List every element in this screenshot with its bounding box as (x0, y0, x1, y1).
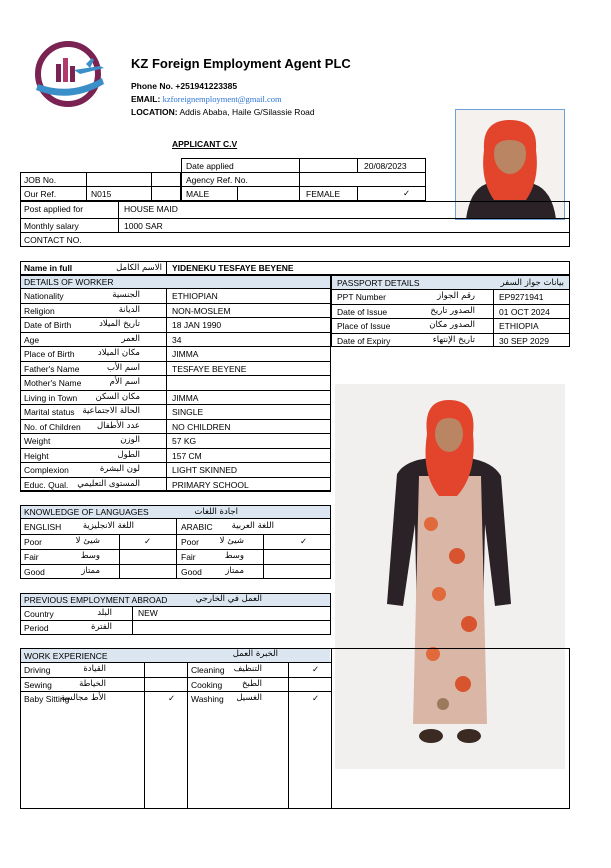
worker-value: NO CHILDREN (172, 421, 231, 432)
email-line (131, 95, 282, 104)
row-divider (20, 462, 331, 463)
worker-label-ar: الجنسية (112, 290, 140, 300)
contact-label: CONTACT NO. (24, 235, 82, 245)
worker-label: Nationality (24, 291, 64, 301)
row-divider (331, 304, 570, 305)
arabic-level-label: Poor (181, 537, 199, 547)
passport-section-title: PASSPORT DETAILS (337, 278, 420, 288)
worker-value: 157 CM (172, 450, 202, 461)
row-divider (20, 477, 331, 478)
worker-value: 18 JAN 1990 (172, 320, 222, 330)
passport-label-ar: تاريخ الإنتهاء (432, 334, 475, 345)
email-label: EMAIL: (131, 94, 161, 104)
period-label: Period (24, 623, 49, 633)
arabic-level-label: Good (181, 567, 202, 577)
worker-label-ar: مكان الميلاد (97, 348, 140, 358)
worker-label: Date of Birth (24, 320, 72, 330)
worker-value: JIMMA (172, 392, 199, 403)
passport-label-ar: رقم الجواز (437, 291, 475, 301)
experience-right-label: Cooking (191, 680, 223, 690)
abroad-section-title: PREVIOUS EMPLOYMENT ABROAD (24, 595, 168, 605)
country-label: Country (24, 609, 54, 619)
passport-label-ar: الصدور مكان (429, 320, 475, 330)
arabic-level-label-ar: ممتاز (225, 566, 244, 576)
passport-value: ETHIOPIA (499, 321, 539, 331)
worker-label-ar: الحالة الاجتماعية (82, 406, 140, 416)
english-level-label-ar: شيئ لا (75, 536, 100, 546)
passport-value: 01 OCT 2024 (499, 306, 550, 317)
post-salary-table (20, 201, 570, 247)
worker-label: Educ. Qual. (24, 479, 69, 490)
worker-label-ar: اسم الأب (106, 362, 140, 373)
passport-label: Place of Issue (337, 321, 391, 331)
worker-value: TESFAYE BEYENE (172, 363, 247, 374)
worker-label: Religion (24, 305, 55, 316)
worker-label-ar: الطول (117, 449, 140, 460)
location-value: Addis Ababa, Haile G/Silassie Road (179, 107, 315, 117)
worker-label: Weight (24, 436, 51, 446)
phone-line (131, 82, 237, 91)
location-label: LOCATION: (131, 107, 178, 117)
worker-value: 34 (172, 334, 182, 345)
experience-right-check: ✓ (312, 664, 320, 674)
experience-left-label: Driving (24, 665, 51, 675)
location-line (131, 108, 315, 117)
worker-label: Age (24, 334, 40, 345)
experience-left-label: Sewing (24, 680, 52, 690)
phone-value: +251941223385 (175, 81, 238, 91)
worker-value: ETHIOPIAN (172, 291, 218, 301)
name-value: YIDENEKU TESFAYE BEYENE (172, 263, 294, 273)
worker-value: NON-MOSLEM (172, 305, 231, 316)
experience-right-label: Washing (191, 694, 224, 704)
experience-right-label-ar: الطبخ (242, 679, 262, 689)
row-divider (20, 346, 331, 347)
experience-left-label-ar: الأط مجالسة (60, 693, 106, 703)
date-applied-value: 20/08/2023 (364, 161, 407, 171)
row-divider (331, 333, 570, 334)
our-ref-label: Our Ref. (24, 189, 57, 199)
monthly-salary-value: 1000 SAR (124, 221, 163, 231)
worker-label-ar: عدد الأطفال (96, 420, 140, 431)
row-divider (20, 332, 331, 333)
experience-left-check: ✓ (168, 693, 176, 703)
worker-label-ar: مكان السكن (95, 391, 140, 402)
row-divider (20, 491, 331, 492)
worker-label-ar: تاريخ الميلاد (99, 319, 140, 329)
experience-section-title-ar: الخبرة العمل (232, 649, 278, 659)
our-ref-value: N015 (91, 189, 112, 199)
row-divider (20, 375, 331, 376)
company-name: KZ Foreign Employment Agent PLC (131, 56, 351, 71)
row-divider (20, 303, 331, 304)
passport-label: PPT Number (337, 292, 386, 302)
worker-label: Mother's Name (24, 378, 82, 388)
worker-label-ar: لون البشرة (99, 464, 140, 474)
passport-value: EP9271941 (499, 292, 544, 302)
arabic-label-ar: اللغة العربية (231, 521, 274, 531)
worker-value: LIGHT SKINNED (172, 465, 238, 475)
male-label: MALE (186, 189, 210, 199)
job-no-label: JOB No. (24, 175, 57, 185)
experience-left-label: Baby Sitting (24, 694, 70, 704)
email-value[interactable]: kzforeignemployment@gmail.com (162, 94, 282, 104)
row-divider (20, 317, 331, 318)
languages-section-title-ar: اجادة اللغات (194, 507, 238, 517)
languages-section-title: KNOWLEDGE OF LANGUAGES (24, 507, 149, 517)
english-level-label-ar: ممتاز (81, 566, 100, 576)
row-divider (20, 433, 331, 434)
row-divider (20, 448, 331, 449)
english-level-check: ✓ (144, 536, 152, 546)
row-divider (20, 419, 331, 420)
worker-label: Living in Town (24, 392, 78, 403)
row-divider (20, 404, 331, 405)
worker-label: Place of Birth (24, 349, 75, 359)
worker-label: Marital status (24, 407, 75, 417)
period-label-ar: الفترة (91, 622, 112, 632)
worker-label-ar: العمر (121, 333, 140, 344)
passport-label: Date of Issue (337, 306, 388, 317)
english-label: ENGLISH (24, 522, 62, 532)
worker-label-ar: اسم الأم (109, 377, 140, 387)
worker-label: Complexion (24, 465, 69, 475)
female-label: FEMALE (306, 189, 341, 199)
passport-label: Date of Expiry (337, 335, 391, 346)
passport-section-title-ar: بيانات جواز السفر (500, 278, 564, 288)
english-label-ar: اللغة الانجليزية (82, 521, 134, 531)
row-divider (20, 361, 331, 362)
arabic-label: ARABIC (181, 522, 213, 532)
arabic-level-label: Fair (181, 552, 196, 562)
passport-value: 30 SEP 2029 (499, 335, 549, 346)
experience-section-title: WORK EXPERIENCE (24, 651, 108, 661)
agency-ref-label: Agency Ref. No. (186, 175, 248, 185)
date-applied-label: Date applied (186, 161, 234, 171)
english-level-label: Fair (24, 552, 39, 562)
row-divider (20, 390, 331, 391)
english-level-label: Good (24, 567, 45, 577)
abroad-section-title-ar: العمل في الخارجي (195, 594, 262, 604)
arabic-level-check: ✓ (300, 536, 308, 546)
phone-label: Phone No. (131, 81, 174, 91)
worker-label-ar: المستوى التعليمي (77, 478, 140, 489)
worker-label-ar: الوزن (120, 435, 140, 445)
country-label-ar: البلد (97, 608, 112, 618)
name-label: Name in full (24, 263, 73, 273)
worker-section-title: DETAILS OF WORKER (24, 277, 114, 287)
experience-left-label-ar: القيادة (83, 664, 106, 674)
worker-label-ar: الديانة (118, 304, 140, 315)
arabic-level-label-ar: شيئ لا (219, 536, 244, 546)
experience-right-label-ar: التنظيف (233, 664, 262, 674)
experience-right-label-ar: الغسيل (236, 693, 262, 703)
english-level-label-ar: وسط (80, 551, 100, 561)
worker-value: SINGLE (172, 407, 204, 417)
worker-value: 57 KG (172, 436, 197, 446)
worker-value: JIMMA (172, 349, 199, 359)
experience-right-label: Cleaning (191, 665, 225, 675)
english-level-label: Poor (24, 537, 42, 547)
arabic-level-label-ar: وسط (224, 551, 244, 561)
worker-label: Height (24, 450, 49, 461)
worker-label: Father's Name (24, 363, 80, 374)
post-applied-label: Post applied for (24, 204, 84, 214)
post-applied-value: HOUSE MAID (124, 204, 178, 214)
worker-label: No. of Children (24, 421, 81, 432)
experience-right-check: ✓ (312, 693, 320, 703)
cv-title: APPLICANT C.V (172, 139, 238, 149)
name-label-ar: الاسم الكامل (116, 263, 162, 273)
passport-label-ar: الصدور تاريخ (430, 305, 475, 316)
country-value: NEW (138, 608, 158, 618)
company-logo (30, 38, 110, 113)
experience-left-label-ar: الخياطة (79, 679, 106, 689)
monthly-salary-label: Monthly salary (24, 221, 79, 231)
worker-value: PRIMARY SCHOOL (172, 479, 249, 490)
female-checkmark: ✓ (403, 188, 411, 198)
row-divider (331, 318, 570, 319)
